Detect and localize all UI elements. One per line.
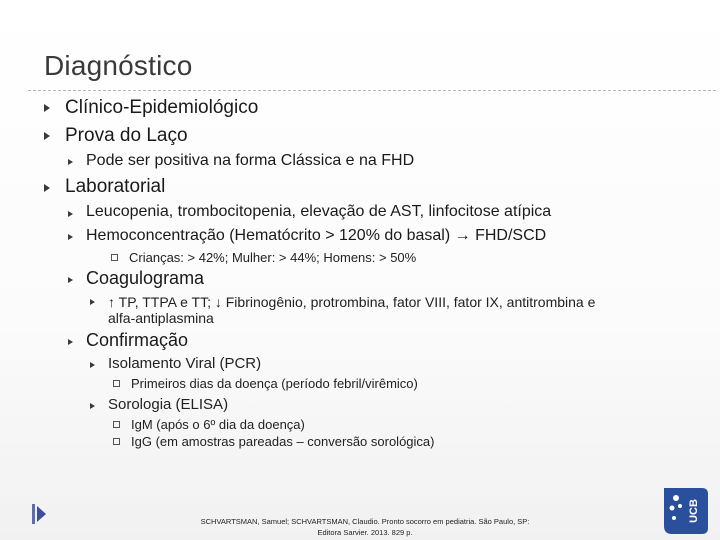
bullet-item: Confirmação xyxy=(86,330,189,350)
bullet-item: Coagulograma xyxy=(86,268,205,288)
bullet-item: Pode ser positiva na forma Clássica e na FHD xyxy=(86,152,415,169)
ucb-logo xyxy=(662,484,710,536)
checkbox-bullet-icon xyxy=(111,254,118,261)
bullet-item: Hemoconcentração (Hematócrito > 120% do basal) → FHD/SCD xyxy=(86,227,547,244)
bullet-item: IgG (em amostras pareadas – conversão sorológica) xyxy=(131,434,435,449)
bullet-item: Laboratorial xyxy=(65,176,166,197)
slide-nav-icon[interactable] xyxy=(32,504,46,524)
ucb-logo-text: UCB xyxy=(688,499,700,523)
bullet-icon xyxy=(68,211,73,217)
bullet-icon xyxy=(44,132,50,140)
bullet-icon xyxy=(90,403,95,409)
title-divider xyxy=(28,90,716,91)
bullet-item: Prova do Laço xyxy=(65,125,188,146)
bullet-item: Leucopenia, trombocitopenia, elevação de AST, linfocitose atípica xyxy=(86,203,552,220)
bullet-item: IgM (após o 6º dia da doença) xyxy=(131,417,305,432)
bullet-icon xyxy=(90,362,95,368)
bullet-icon xyxy=(68,159,73,165)
bullet-icon xyxy=(68,234,73,240)
bullet-icon xyxy=(44,104,50,112)
checkbox-bullet-icon xyxy=(113,438,120,445)
slide-title: Diagnóstico xyxy=(44,50,193,81)
checkbox-bullet-icon xyxy=(113,380,120,387)
bullet-icon xyxy=(68,339,73,345)
bullet-item: Sorologia (ELISA) xyxy=(108,396,229,413)
bullet-icon xyxy=(68,277,73,283)
checkbox-bullet-icon xyxy=(113,421,120,428)
citation-footnote: SCHVARTSMAN, Samuel; SCHVARTSMAN, Claudio. Pronto socorro em pediatria. São Paulo, SP: Editora Sarvier. 2013. 829 p. xyxy=(200,517,530,537)
bullet-item: Isolamento Viral (PCR) xyxy=(108,355,262,372)
bullet-icon xyxy=(90,299,95,305)
bullet-item: ↑ TP, TTPA e TT; ↓ Fibrinogênio, protrombina, fator VIII, fator IX, antitrombina e alfa-antiplasmina xyxy=(108,294,596,326)
bullet-icon xyxy=(44,184,50,192)
bullet-item: Crianças: > 42%; Mulher: > 44%; Homens: > 50% xyxy=(129,250,417,265)
bullet-item: Primeiros dias da doença (período febril/virêmico) xyxy=(131,376,418,391)
bullet-item: Clínico-Epidemiológico xyxy=(65,97,259,118)
